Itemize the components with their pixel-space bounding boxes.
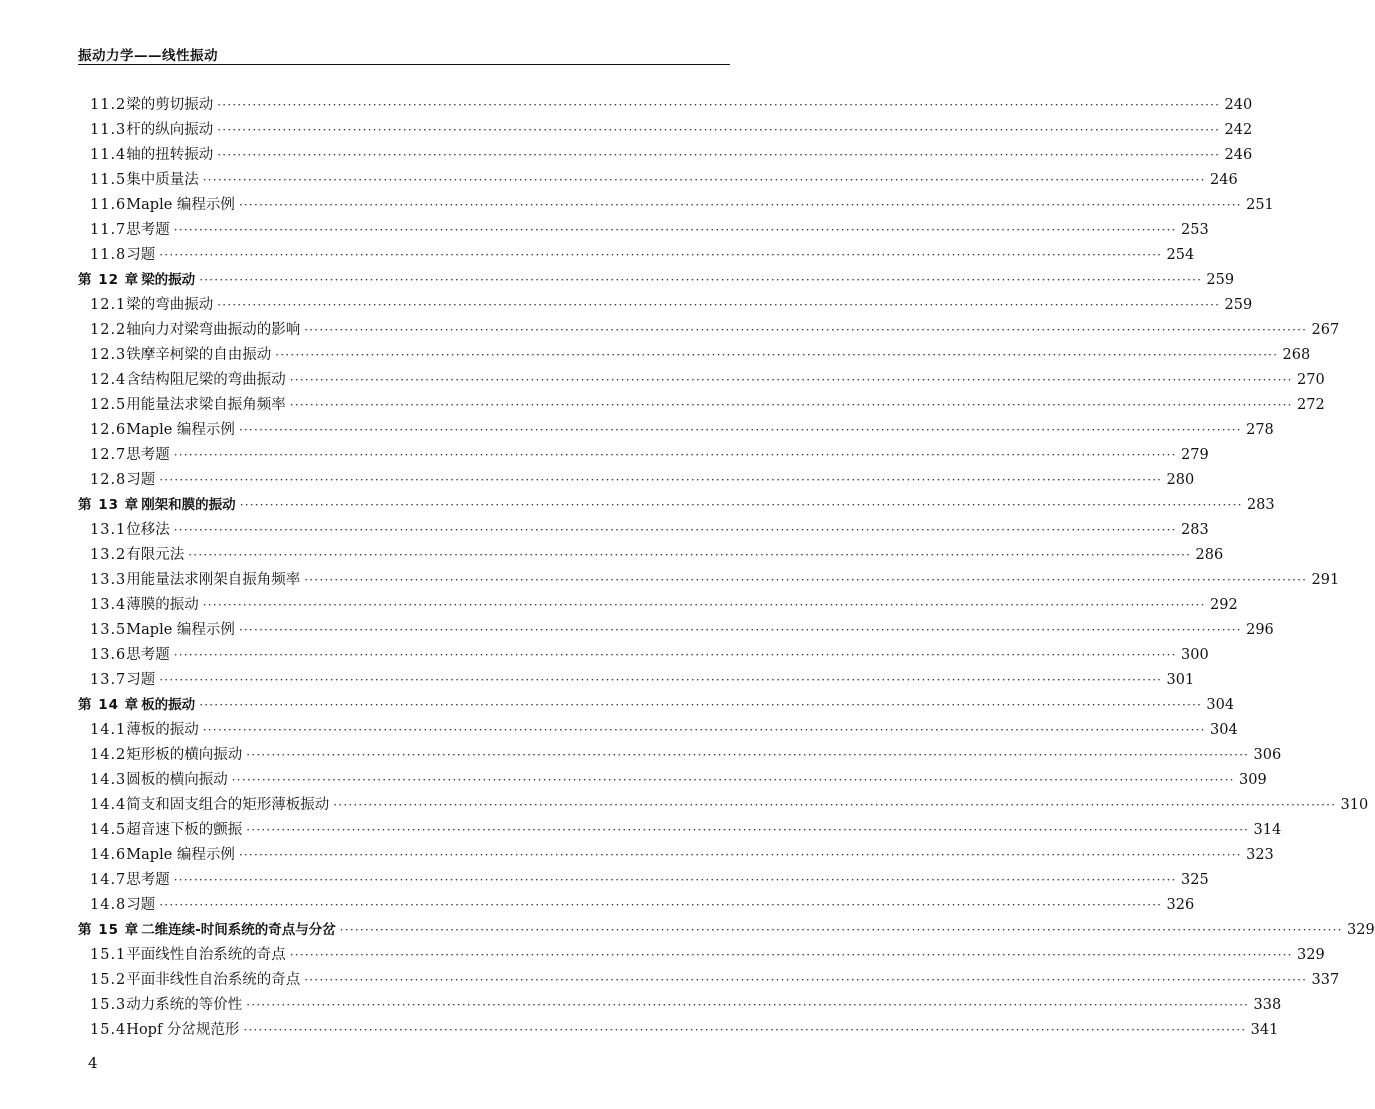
toc-entry-page: 280 [1166, 472, 1195, 488]
toc-entry-title: 习题 [126, 472, 156, 488]
toc-entry-page: 268 [1282, 347, 1311, 363]
toc-entry-page: 283 [1181, 522, 1209, 538]
toc-section-row [78, 368, 1325, 393]
toc-entry-page: 329 [1347, 922, 1375, 938]
toc-entry-title: 思考题 [126, 647, 170, 663]
toc-entry-number: 12.7 [90, 447, 127, 463]
toc-entry-number: 12.3 [90, 347, 127, 363]
toc-section-row [78, 668, 1195, 693]
toc-chapter-row [78, 693, 1235, 718]
toc-section-row [78, 868, 1209, 893]
toc-entry-number: 15.2 [90, 972, 127, 988]
toc-section-row [78, 1018, 1279, 1043]
toc-entry-number: 13.5 [90, 622, 127, 638]
toc-section-row [78, 943, 1325, 968]
toc-section-row [78, 293, 1253, 318]
toc-section-row [78, 93, 1253, 118]
toc-entry-number: 13.3 [90, 572, 127, 588]
dot-leader: ········································································································································································································ [289, 373, 1293, 387]
toc-entry-title: 刚架和膜的振动 [141, 497, 236, 513]
toc-entry-title: 平面线性自治系统的奇点 [126, 947, 286, 963]
dot-leader: ········································································································································································································ [239, 498, 1243, 512]
toc-entry-number: 12.1 [90, 297, 127, 313]
toc-entry-page: 304 [1210, 722, 1238, 738]
toc-section-row [78, 793, 1369, 818]
toc-section-row [78, 518, 1209, 543]
toc-entry-number: 第 13 章 [78, 497, 140, 513]
dot-leader: ········································································································································································································ [246, 748, 1250, 762]
toc-entry-page: 292 [1210, 597, 1238, 613]
toc-entry-title: 轴向力对梁弯曲振动的影响 [126, 322, 301, 338]
toc-entry-title: 圆板的横向振动 [126, 772, 228, 788]
toc-chapter-row [78, 918, 1375, 943]
toc-chapter-row [78, 268, 1235, 293]
dot-leader: ········································································································································································································ [231, 773, 1235, 787]
toc-entry-page: 291 [1311, 572, 1340, 588]
toc-section-row [78, 893, 1195, 918]
toc-entry-page: 254 [1166, 247, 1195, 263]
toc-entry-number: 14.1 [90, 722, 127, 738]
toc-section-row [78, 343, 1311, 368]
toc-entry-page: 251 [1246, 197, 1274, 213]
toc-entry-page: 304 [1206, 697, 1235, 713]
dot-leader: ········································································································································································································ [173, 873, 1177, 887]
toc-entry-page: 246 [1224, 147, 1253, 163]
toc-entry-title: 梁的振动 [141, 272, 196, 288]
toc-section-row [78, 118, 1253, 143]
dot-leader: ········································································································································································································ [339, 923, 1343, 937]
toc-entry-page: 309 [1239, 772, 1267, 788]
toc-entry-title: 习题 [126, 897, 156, 913]
toc-entry-page: 326 [1166, 897, 1195, 913]
toc-entry-number: 12.5 [90, 397, 127, 413]
toc-entry-page: 323 [1246, 847, 1274, 863]
toc-section-row [78, 593, 1238, 618]
toc-entry-title: Maple 编程示例 [126, 422, 235, 438]
dot-leader: ········································································································································································································ [188, 548, 1192, 562]
toc-entry-title: 板的振动 [141, 697, 196, 713]
toc-entry-page: 286 [1195, 547, 1224, 563]
toc-entry-page: 329 [1297, 947, 1325, 963]
toc-entry-page: 301 [1166, 672, 1195, 688]
dot-leader: ········································································································································································································ [275, 348, 1279, 362]
toc-entry-title: 有限元法 [126, 547, 185, 563]
dot-leader: ········································································································································································································ [159, 248, 1163, 262]
dot-leader: ········································································································································································································ [159, 473, 1163, 487]
toc-section-row [78, 718, 1238, 743]
dot-leader: ········································································································································································································ [217, 298, 1221, 312]
toc-entry-page: 325 [1181, 872, 1209, 888]
toc-entry-number: 11.4 [90, 147, 127, 163]
toc-entry-page: 267 [1311, 322, 1340, 338]
toc-entry-title: 平面非线性自治系统的奇点 [126, 972, 301, 988]
toc-entry-page: 246 [1210, 172, 1238, 188]
toc-entry-number: 13.7 [90, 672, 127, 688]
dot-leader: ········································································································································································································ [246, 823, 1250, 837]
toc-entry-title: 杆的纵向振动 [126, 122, 214, 138]
toc-entry-page: 259 [1224, 297, 1253, 313]
toc-section-row [78, 168, 1238, 193]
dot-leader: ········································································································································································································ [173, 648, 1177, 662]
dot-leader: ········································································································································································································ [246, 998, 1250, 1012]
running-head: 振动力学——线性振动 [78, 48, 218, 64]
dot-leader: ········································································································································································································ [199, 698, 1203, 712]
toc-entry-number: 13.6 [90, 647, 127, 663]
toc-entry-number: 12.4 [90, 372, 127, 388]
toc-entry-page: 310 [1340, 797, 1369, 813]
toc-entry-page: 279 [1181, 447, 1209, 463]
dot-leader: ········································································································································································································ [238, 198, 1242, 212]
toc-entry-number: 14.5 [90, 822, 127, 838]
header-rule [78, 64, 730, 65]
dot-leader: ········································································································································································································ [202, 723, 1206, 737]
toc-entry-number: 12.6 [90, 422, 127, 438]
toc-section-row [78, 143, 1253, 168]
toc-section-row [78, 818, 1282, 843]
toc-entry-number: 14.2 [90, 747, 127, 763]
toc-entry-number: 11.2 [90, 97, 127, 113]
toc-entry-page: 253 [1181, 222, 1209, 238]
toc-entry-number: 14.7 [90, 872, 127, 888]
toc-entry-title: 含结构阻尼梁的弯曲振动 [126, 372, 286, 388]
toc-entry-number: 14.6 [90, 847, 127, 863]
dot-leader: ········································································································································································································ [238, 848, 1242, 862]
toc-entry-page: 283 [1246, 497, 1275, 513]
toc-section-row [78, 643, 1209, 668]
toc-section-row [78, 618, 1274, 643]
toc-entry-number: 13.1 [90, 522, 127, 538]
toc-entry-title: 位移法 [126, 522, 170, 538]
toc-entry-title: 梁的剪切振动 [126, 97, 214, 113]
dot-leader: ········································································································································································································ [217, 123, 1221, 137]
toc-entry-number: 14.8 [90, 897, 127, 913]
toc-entry-title: 二维连续-时间系统的奇点与分岔 [141, 922, 336, 938]
toc-entry-title: 简支和固支组合的矩形薄板振动 [126, 797, 330, 813]
toc-entry-title: 思考题 [126, 872, 170, 888]
toc-entry-page: 300 [1181, 647, 1209, 663]
dot-leader: ········································································································································································································ [173, 223, 1177, 237]
toc-section-row [78, 193, 1274, 218]
toc-section-row [78, 243, 1195, 268]
page-number: 4 [88, 1054, 98, 1072]
toc-section-row [78, 968, 1340, 993]
dot-leader: ········································································································································································································ [173, 523, 1177, 537]
toc-entry-title: Maple 编程示例 [126, 622, 235, 638]
toc-entry-page: 259 [1206, 272, 1235, 288]
toc-section-row [78, 218, 1209, 243]
toc-entry-number: 11.5 [90, 172, 127, 188]
toc-entry-number: 第 12 章 [78, 272, 140, 288]
toc-entry-number: 15.3 [90, 997, 127, 1013]
toc-entry-title: 习题 [126, 672, 156, 688]
toc-entry-page: 242 [1224, 122, 1253, 138]
toc-entry-number: 11.8 [90, 247, 127, 263]
toc-section-row [78, 393, 1325, 418]
toc-entry-number: 11.7 [90, 222, 127, 238]
toc-entry-page: 270 [1297, 372, 1325, 388]
toc-section-row [78, 568, 1340, 593]
toc-entry-title: 轴的扭转振动 [126, 147, 214, 163]
dot-leader: ········································································································································································································ [333, 798, 1337, 812]
toc-entry-title: 超音速下板的颤振 [126, 822, 243, 838]
dot-leader: ········································································································································································································ [304, 323, 1308, 337]
dot-leader: ········································································································································································································ [202, 173, 1206, 187]
dot-leader: ········································································································································································································ [304, 573, 1308, 587]
toc-section-row [78, 743, 1282, 768]
toc-entry-page: 341 [1250, 1022, 1279, 1038]
toc-entry-title: 思考题 [126, 447, 170, 463]
dot-leader: ········································································································································································································ [202, 598, 1206, 612]
dot-leader: ········································································································································································································ [159, 673, 1163, 687]
toc-entry-page: 278 [1246, 422, 1274, 438]
toc-section-row [78, 993, 1282, 1018]
toc-entry-page: 338 [1253, 997, 1282, 1013]
toc-entry-title: Maple 编程示例 [126, 847, 235, 863]
dot-leader: ········································································································································································································ [217, 148, 1221, 162]
toc-entry-title: 思考题 [126, 222, 170, 238]
toc-entry-number: 13.2 [90, 547, 127, 563]
toc-entry-page: 306 [1253, 747, 1282, 763]
dot-leader: ········································································································································································································ [289, 948, 1293, 962]
toc-entry-number: 12.8 [90, 472, 127, 488]
toc-entry-number: 11.3 [90, 122, 127, 138]
toc-entry-title: 薄板的振动 [126, 722, 199, 738]
toc-entry-title: Maple 编程示例 [126, 197, 235, 213]
toc-entry-page: 314 [1253, 822, 1282, 838]
toc-section-row [78, 843, 1274, 868]
toc-section-row [78, 418, 1274, 443]
toc-entry-title: 动力系统的等价性 [126, 997, 243, 1013]
dot-leader: ········································································································································································································ [289, 398, 1293, 412]
toc-entry-title: 薄膜的振动 [126, 597, 199, 613]
toc-entry-title: 矩形板的横向振动 [126, 747, 243, 763]
toc-entry-title: 用能量法求梁自振角频率 [126, 397, 286, 413]
toc-entry-number: 12.2 [90, 322, 127, 338]
dot-leader: ········································································································································································································ [199, 273, 1203, 287]
toc-entry-page: 240 [1224, 97, 1253, 113]
toc-entry-number: 11.6 [90, 197, 127, 213]
toc-entry-page: 337 [1311, 972, 1340, 988]
toc-entry-page: 296 [1246, 622, 1274, 638]
toc-entry-title: 集中质量法 [126, 172, 199, 188]
dot-leader: ········································································································································································································ [173, 448, 1177, 462]
dot-leader: ········································································································································································································ [217, 98, 1221, 112]
toc-entry-number: 15.4 [90, 1022, 127, 1038]
dot-leader: ········································································································································································································ [243, 1023, 1247, 1037]
toc-entry-number: 第 14 章 [78, 697, 140, 713]
dot-leader: ········································································································································································································ [304, 973, 1308, 987]
toc-entry-number: 14.3 [90, 772, 127, 788]
toc-entry-number: 15.1 [90, 947, 127, 963]
toc-section-row [78, 468, 1195, 493]
toc-section-row [78, 543, 1224, 568]
toc-entry-title: 用能量法求刚架自振角频率 [126, 572, 301, 588]
toc-entry-number: 14.4 [90, 797, 127, 813]
toc-entry-title: 梁的弯曲振动 [126, 297, 214, 313]
toc-entry-title: 铁摩辛柯梁的自由振动 [126, 347, 272, 363]
toc-section-row [78, 768, 1267, 793]
toc-entry-number: 13.4 [90, 597, 127, 613]
toc-chapter-row [78, 493, 1275, 518]
dot-leader: ········································································································································································································ [238, 623, 1242, 637]
dot-leader: ········································································································································································································ [238, 423, 1242, 437]
table-of-contents [78, 93, 1375, 1043]
toc-entry-title: Hopf 分岔规范形 [126, 1022, 240, 1038]
toc-section-row [78, 443, 1209, 468]
toc-entry-page: 272 [1297, 397, 1325, 413]
toc-section-row [78, 318, 1340, 343]
toc-entry-title: 习题 [126, 247, 156, 263]
toc-entry-number: 第 15 章 [78, 922, 140, 938]
dot-leader: ········································································································································································································ [159, 898, 1163, 912]
